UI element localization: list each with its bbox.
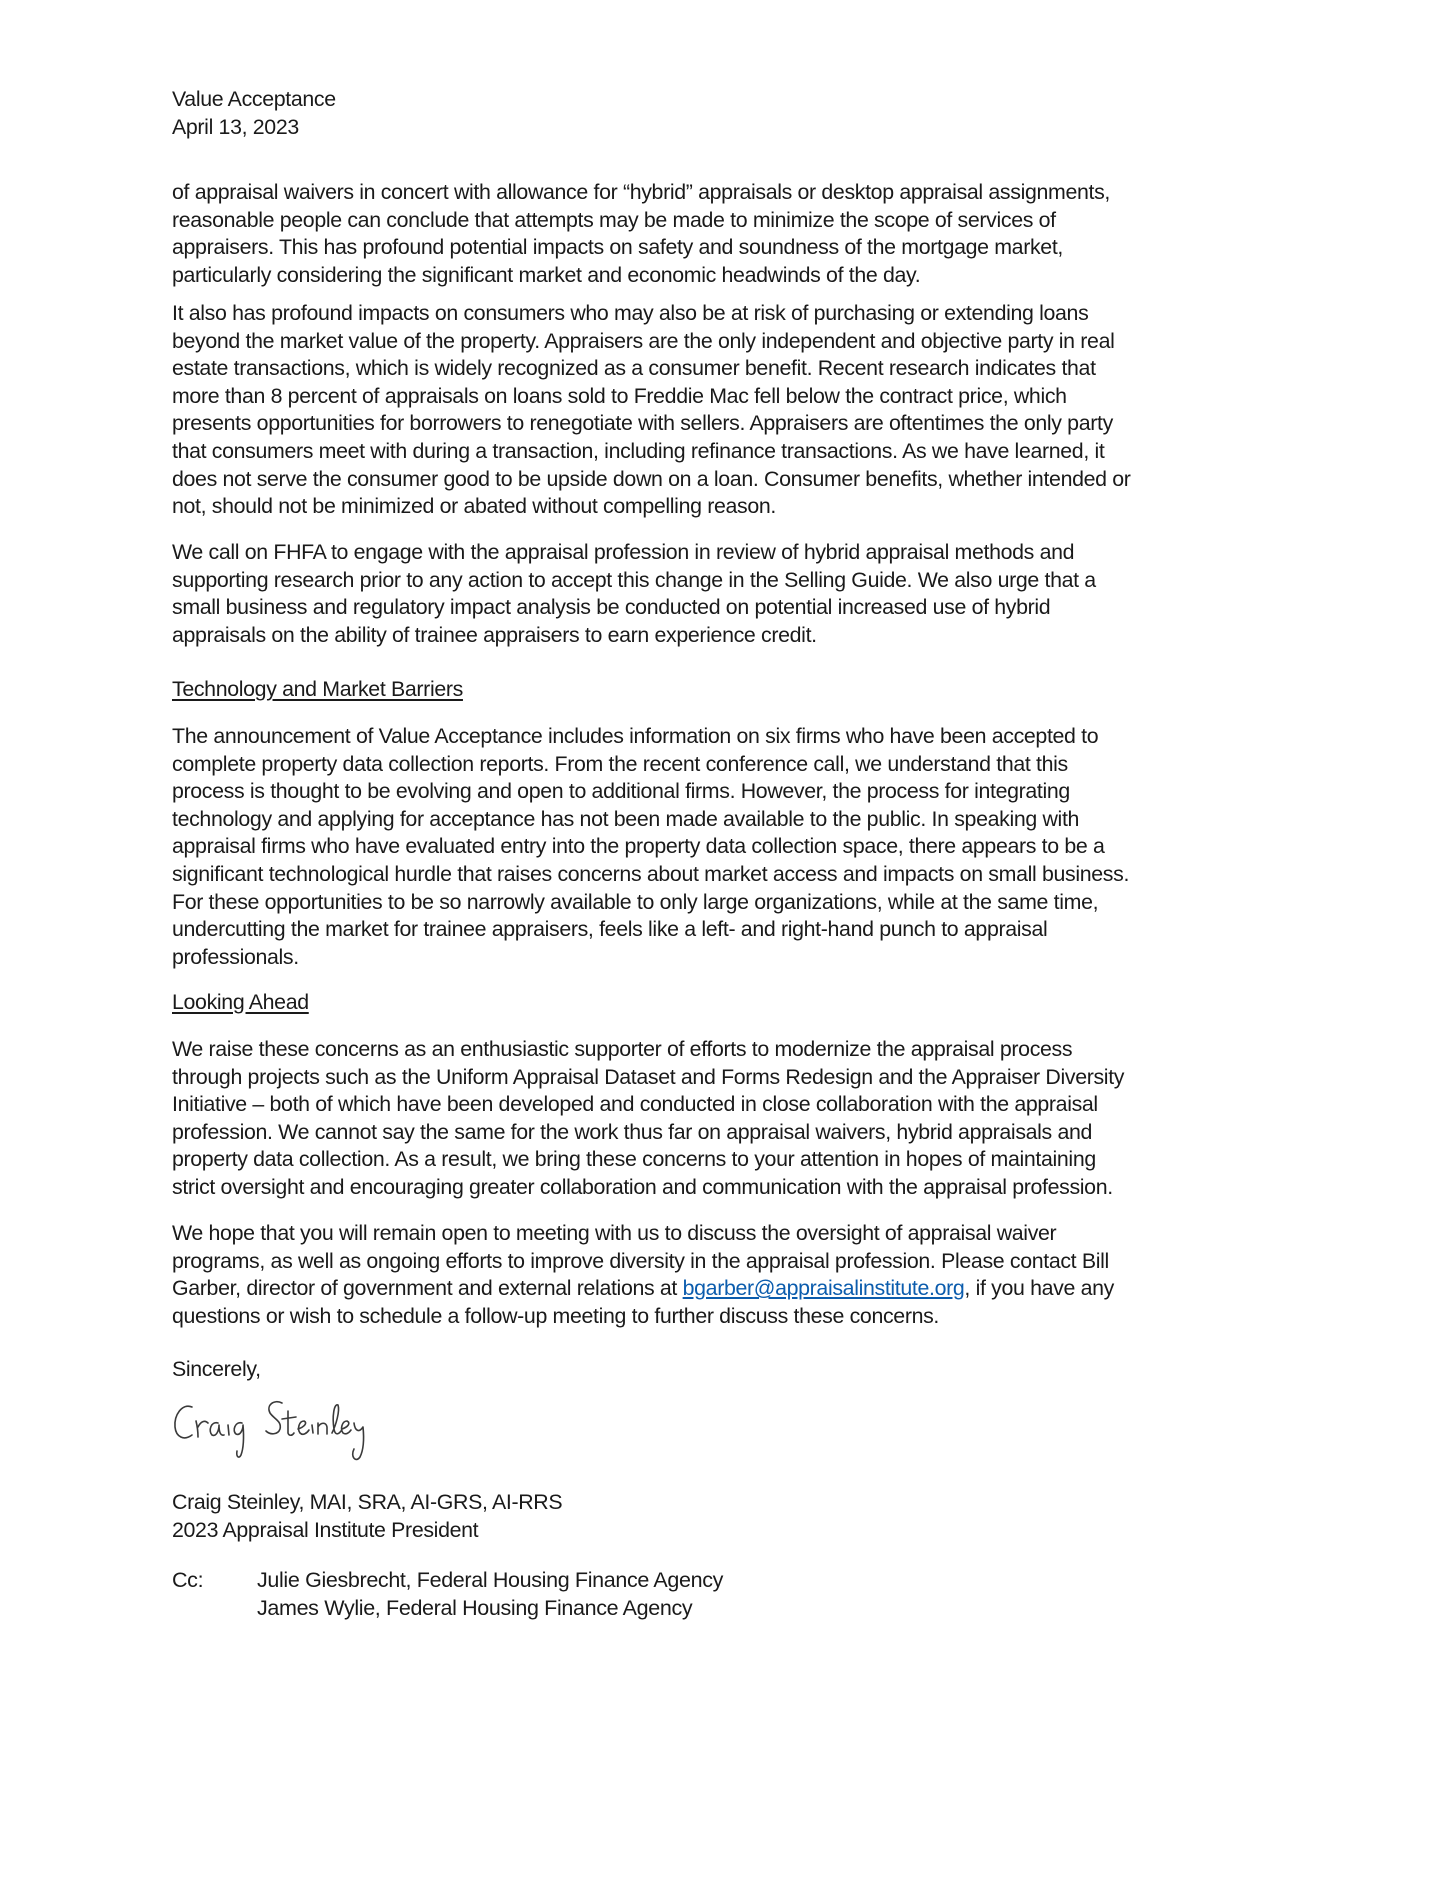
text-line: appraisals on the ability of trainee appraisers to earn experience credit.: [172, 622, 817, 647]
section-heading-technology: [172, 676, 1302, 704]
text-line: It also has profound impacts on consumers who may also be at risk of purchasing or extending loans: [172, 301, 1089, 325]
section-heading-looking-ahead: [172, 989, 1302, 1017]
text-line: For these opportunities to be so narrowly available to only large organizations, while at the same time,: [172, 889, 1099, 914]
text-line: appraisal firms who have evaluated entry into the property data collection space, there appears to be a: [172, 834, 1105, 859]
text-line: appraisers. This has profound potential impacts on safety and soundness of the mortgage market,: [172, 235, 1064, 260]
text-line: that consumers meet with during a transaction, including refinance transactions. As we have learned, it: [172, 438, 1105, 463]
text-fragment: , if you have any: [964, 1276, 1114, 1301]
text-line: supporting research prior to any action to accept this change in the Selling Guide. We also urge that a: [172, 567, 1096, 592]
text-line: undercutting the market for trainee appraisers, feels like a left- and right-hand punch to appraisal: [172, 917, 1048, 942]
text-line: small business and regulatory impact analysis be conducted on potential increased use of hybrid: [172, 595, 1051, 620]
text-line: process is thought to be evolving and open to additional firms. However, the process for integrating: [172, 779, 1070, 804]
paragraph-3: [172, 539, 1302, 649]
signatory-title: 2023 Appraisal Institute President: [172, 1517, 479, 1542]
cc-recipient: Julie Giesbrecht, Federal Housing Finance Agency: [257, 1568, 724, 1592]
signatory-name: Craig Steinley, MAI, SRA, AI-GRS, AI-RRS: [172, 1490, 563, 1514]
text-line: professionals.: [172, 944, 299, 969]
text-line: beyond the market value of the property. Appraisers are the only independent and objective party in real: [172, 328, 1115, 353]
paragraph-2: [172, 300, 1302, 521]
paragraph-6: [172, 1220, 1302, 1330]
text-line-with-link: [172, 1275, 1294, 1303]
text-line: programs, as well as ongoing efforts to improve diversity in the appraisal profession. Please contact Bill: [172, 1248, 1109, 1273]
salutation: [172, 1356, 1302, 1384]
text-line: questions or wish to schedule a follow-up meeting to further discuss these concerns.: [172, 1303, 940, 1328]
text-fragment: Garber, director of government and external relations at: [172, 1276, 683, 1301]
cc-recipients: [257, 1567, 723, 1622]
cc-label: [172, 1567, 203, 1595]
text-line: of appraisal waivers in concert with allowance for “hybrid” appraisals or desktop appraisal assignments,: [172, 180, 1111, 204]
paragraph-1: [172, 179, 1302, 289]
paragraph-5: [172, 1036, 1302, 1202]
text-line: more than 8 percent of appraisals on loans sold to Freddie Mac fell below the contract price, which: [172, 383, 1067, 408]
date-line: April 13, 2023: [172, 114, 299, 139]
salutation-text: Sincerely,: [172, 1357, 261, 1381]
text-line: does not serve the consumer good to be upside down on a loan. Consumer benefits, whether intended or: [172, 466, 1131, 491]
text-line: profession. We cannot say the same for the work thus far on appraisal waivers, hybrid appraisals and: [172, 1119, 1093, 1144]
text-line: not, should not be minimized or abated without compelling reason.: [172, 494, 776, 519]
signatory-block: [172, 1489, 1302, 1544]
text-line: The announcement of Value Acceptance includes information on six firms who have been accepted to: [172, 724, 1099, 748]
text-line: reasonable people can conclude that attempts may be made to minimize the scope of services of: [172, 207, 1056, 232]
email-link[interactable]: bgarber@appraisalinstitute.org: [682, 1276, 965, 1301]
text-line: significant technological hurdle that raises concerns about market access and impacts on small business.: [172, 861, 1130, 886]
text-line: estate transactions, which is widely recognized as a consumer benefit. Recent research indicates that: [172, 356, 1096, 381]
cc-recipient: James Wylie, Federal Housing Finance Agency: [257, 1595, 693, 1620]
text-line: presents opportunities for borrowers to renegotiate with sellers. Appraisers are oftentimes the only party: [172, 411, 1113, 436]
paragraph-4: [172, 723, 1302, 971]
text-line: technology and applying for acceptance has not been made available to the public. In speaking with: [172, 806, 1080, 831]
section-heading: Technology and Market Barriers: [172, 677, 463, 701]
section-heading: Looking Ahead: [172, 990, 309, 1014]
text-line: particularly considering the significant market and economic headwinds of the day.: [172, 262, 921, 287]
text-line: Initiative – both of which have been developed and conducted in close collaboration with the appraisal: [172, 1092, 1098, 1117]
text-line: complete property data collection reports. From the recent conference call, we understand that this: [172, 751, 1068, 776]
letter-header: [172, 86, 1302, 141]
text-line: property data collection. As a result, we bring these concerns to your attention in hopes of maintaining: [172, 1147, 1096, 1172]
signature-image: [170, 1385, 430, 1465]
cc-label-text: Cc:: [172, 1568, 204, 1592]
text-line: We call on FHFA to engage with the appraisal profession in review of hybrid appraisal methods and: [172, 540, 1075, 564]
subject-line: Value Acceptance: [172, 87, 336, 111]
text-line: We raise these concerns as an enthusiastic supporter of efforts to modernize the appraisal process: [172, 1037, 1073, 1061]
text-line: through projects such as the Uniform Appraisal Dataset and Forms Redesign and the Appraiser Diversity: [172, 1064, 1125, 1089]
text-line: strict oversight and encouraging greater collaboration and communication with the appraisal profession.: [172, 1174, 1113, 1199]
text-line: We hope that you will remain open to meeting with us to discuss the oversight of appraisal waiver: [172, 1221, 1057, 1245]
